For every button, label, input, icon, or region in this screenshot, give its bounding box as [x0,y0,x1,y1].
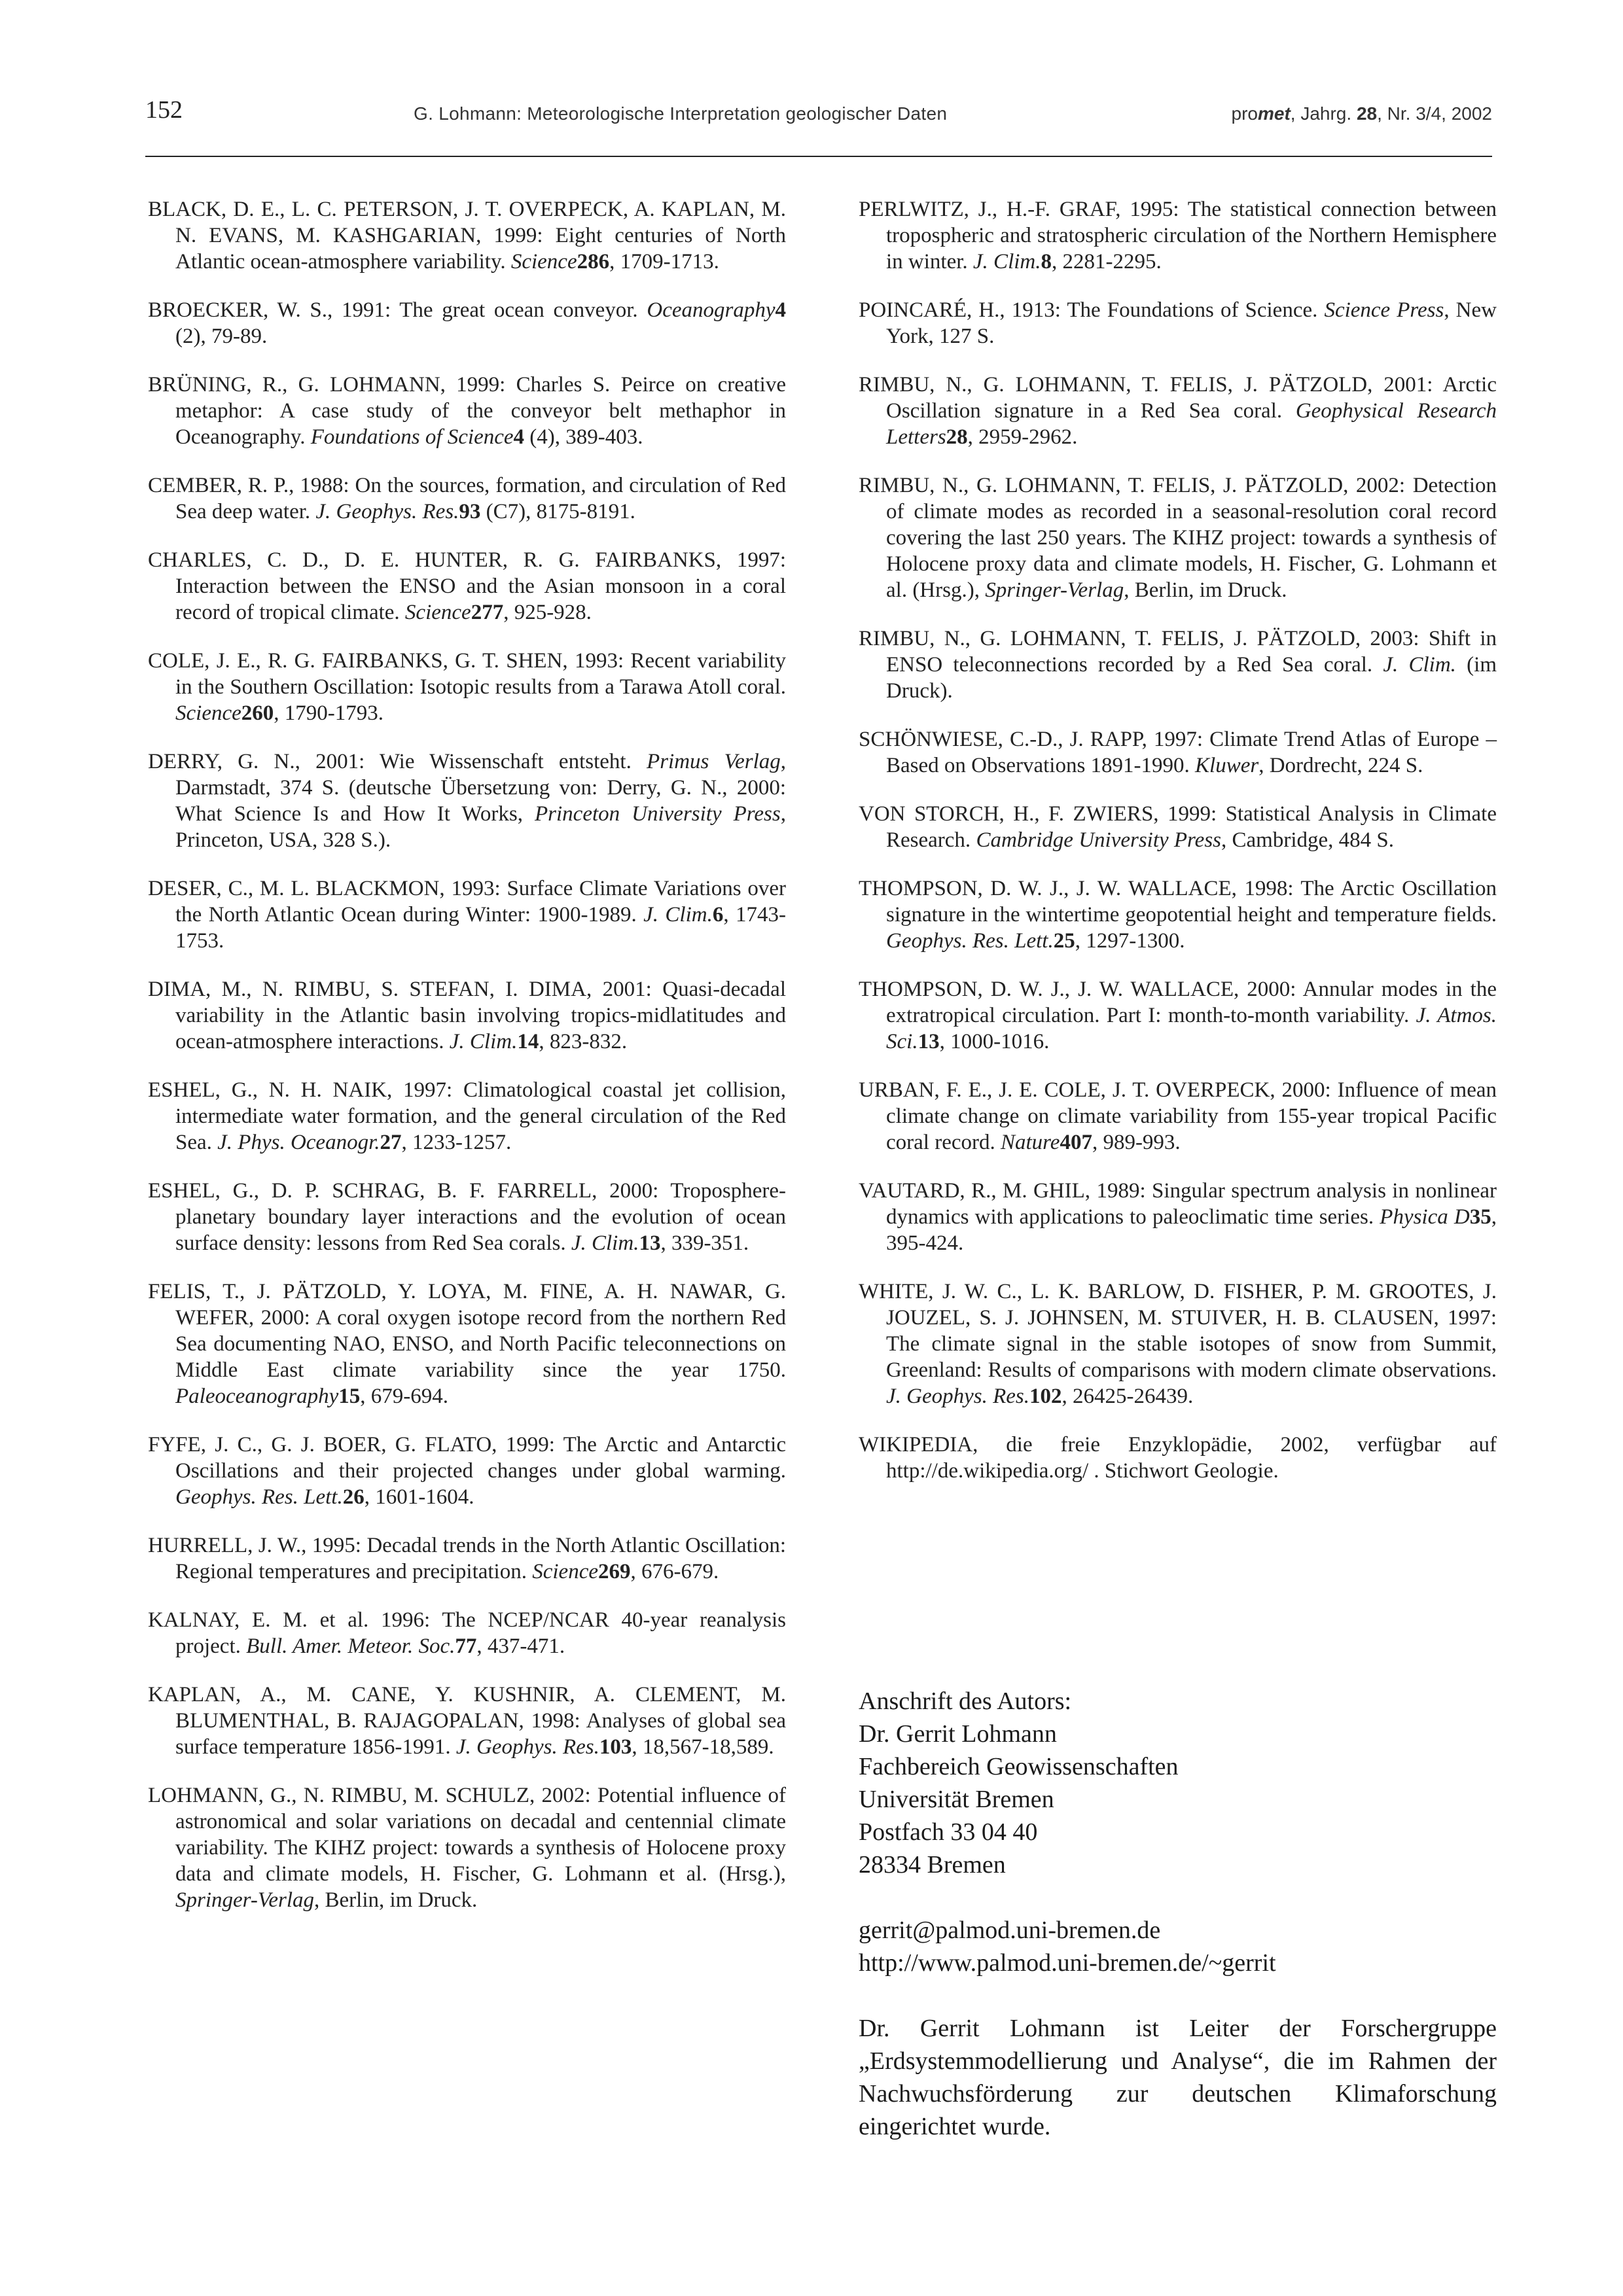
reference-journal: Geophysical Research Letters [886,399,1497,449]
reference-authors: PERLWITZ, J., H.-F. GRAF, 1995: The statistical connection between tropospheric and stratospheric circulation of the Northern Hemisphere in winter. [859,198,1497,274]
author-postbox: Postfach 33 04 40 [859,1818,1038,1846]
reference-journal: Nature [1000,1131,1060,1154]
reference-journal: J. Geophys. Res. [455,1735,599,1759]
reference-authors: FYFE, J. C., G. J. BOER, G. FLATO, 1999: The Arctic and Antarctic Oscillations and their projected changes under global warming. [148,1433,786,1483]
reference-volume: 4 [513,425,525,449]
reference-volume: 27 [380,1131,402,1154]
author-city: 28334 Bremen [859,1851,1006,1879]
reference-authors: BLACK, D. E., L. C. PETERSON, J. T. OVERPECK, A. KAPLAN, M. N. EVANS, M. KASHGARIAN, 1999: Eight centuries of North Atlantic ocean-atmosphere variability. [148,198,786,274]
reference-journal: J. Clim. [972,250,1041,274]
reference-volume: 93 [459,500,481,523]
reference-volume: 13 [639,1231,661,1255]
reference-journal: J. Clim. [571,1231,639,1255]
reference-authors: RIMBU, N., G. LOHMANN, T. FELIS, J. PÄTZOLD, 2002: Detection of climate modes as recorded in a seasonal-resolution coral record covering the last 250 years. The KIHZ project: towards a synthesis of Holocene proxy data and climate models, H. Fischer, G. Lohmann et al. (Hrsg.), [859,474,1497,602]
reference-volume: 407 [1060,1131,1092,1154]
journal-volume: 28 [1356,103,1378,124]
reference-entry [148,547,786,626]
reference-authors: COLE, J. E., R. G. FAIRBANKS, G. T. SHEN, 1993: Recent variability in the Southern Oscillation: Isotopic results from a Tarawa Atoll coral. [148,649,786,699]
reference-pages: , 2281-2295. [1051,250,1162,274]
reference-journal: J. Phys. Oceanogr. [217,1131,380,1154]
reference-volume: 15 [338,1385,361,1408]
reference-journal: Foundations of Science [310,425,514,449]
reference-authors: ESHEL, G., D. P. SCHRAG, B. F. FARRELL, 2000: Troposphere-planetary boundary layer interactions and the evolution of ocean surface density: lessons from Red Sea corals. [148,1179,786,1255]
reference-volume: 269 [598,1560,631,1583]
reference-entry [859,196,1497,275]
reference-authors: POINCARÉ, H., 1913: The Foundations of Science. [859,298,1325,322]
reference-authors: LOHMANN, G., N. RIMBU, M. SCHULZ, 2002: Potential influence of astronomical and solar variations on decadal and centennial climate variability. The KIHZ project: towards a synthesis of Holocene proxy data and climate models, H. Fischer, G. Lohmann et al. (Hrsg.), [148,1784,786,1886]
reference-entry [148,1782,786,1913]
reference-entry [148,1178,786,1256]
reference-authors: RIMBU, N., G. LOHMANN, T. FELIS, J. PÄTZOLD, 2003: Shift in ENSO teleconnections recorded by a Red Sea coral. [859,627,1497,677]
references-left-column [148,196,786,1935]
journal-issue: , Jahrg. [1290,103,1357,124]
reference-authors: WHITE, J. W. C., L. K. BARLOW, D. FISHER, P. M. GROOTES, J. JOUZEL, S. J. JOHNSEN, M. STUIVER, H. B. CLAUSEN, 1997: The climate signal in the stable isotopes of snow from Summit, Greenland: Results of comparisons with modern climate observations. [859,1280,1497,1382]
page-number: 152 [145,96,183,124]
reference-pages: , 989-993. [1092,1131,1181,1154]
author-university: Universität Bremen [859,1786,1054,1813]
reference-entry [148,1607,786,1659]
reference-entry [148,875,786,954]
reference-journal: J. Clim. [449,1030,518,1053]
reference-journal: Science [175,701,241,725]
references-right-column [859,196,1497,1506]
reference-entry [859,1279,1497,1409]
reference-authors: RIMBU, N., G. LOHMANN, T. FELIS, J. PÄTZOLD, 2001: Arctic Oscillation signature in a Red Sea coral. [859,373,1497,423]
reference-entry [148,1432,786,1510]
reference-pages: (im Druck). [886,653,1497,703]
reference-authors: BROECKER, W. S., 1991: The great ocean conveyor. [148,298,647,322]
reference-pages: , 1000-1016. [939,1030,1050,1053]
reference-volume: 102 [1029,1385,1062,1408]
reference-authors: BRÜNING, R., G. LOHMANN, 1999: Charles S. Peirce on creative metaphor: A case study of the conveyor belt methaphor in Oceanography. [148,373,786,449]
reference-entry [859,372,1497,450]
reference-entry [859,1432,1497,1484]
reference-authors: KALNAY, E. M. et al. 1996: The NCEP/NCAR 40-year reanalysis project. [148,1608,786,1658]
reference-volume: 6 [712,903,724,927]
reference-authors: WIKIPEDIA, die freie Enzyklopädie, 2002, verfügbar auf http://de.wikipedia.org/ . Stichwort Geologie. [859,1433,1497,1483]
reference-pages: , Darmstadt, 374 S. (deutsche Übersetzung von: Derry, G. N., 2000: What Science Is and How It Works, [175,750,787,826]
reference-pages: , Dordrecht, 224 S. [1258,754,1423,777]
reference-journal: Geophys. Res. Lett. [886,929,1054,953]
reference-entry [859,801,1497,853]
reference-journal: Science Press [1324,298,1444,322]
reference-journal: Science [532,1560,598,1583]
journal-brand-bold: met [1257,103,1291,124]
reference-authors: ESHEL, G., N. H. NAIK, 1997: Climatological coastal jet collision, intermediate water formation, and the general circulation of the Red Sea. [148,1078,786,1154]
reference-pages: , 339-351. [660,1231,749,1255]
reference-authors: HURRELL, J. W., 1995: Decadal trends in the North Atlantic Oscillation: Regional temperatures and precipitation. [148,1534,786,1583]
running-title: G. Lohmann: Meteorologische Interpretation geologischer Daten [414,103,948,124]
reference-entry [148,1077,786,1156]
reference-entry [859,626,1497,704]
reference-authors: SCHÖNWIESE, C.-D., J. RAPP, 1997: Climate Trend Atlas of Europe – Based on Observations 1891-1990. [859,728,1497,777]
reference-pages: , New York, 127 S. [886,298,1497,348]
reference-volume: 103 [599,1735,632,1759]
reference-entry [148,976,786,1055]
author-bio: Dr. Gerrit Lohmann ist Leiter der Forschergruppe „Erdsystemmodellierung und Analyse“, die im Rahmen der Nachwuchsförderung zur deutschen Klimaforschung eingerichtet wurde. [859,2015,1497,2140]
reference-authors: DESER, C., M. L. BLACKMON, 1993: Surface Climate Variations over the North Atlantic Ocean during Winter: 1900-1989. [148,877,786,927]
reference-pages: , 437-471. [476,1634,565,1658]
reference-volume: 8 [1041,250,1052,274]
reference-pages: , 676-679. [630,1560,719,1583]
reference-pages: , 1233-1257. [401,1131,512,1154]
reference-pages: , 26425-26439. [1061,1385,1194,1408]
reference-journal: Springer-Verlag [985,578,1124,602]
header-rule [145,156,1492,157]
reference-volume: 4 [775,298,786,322]
reference-journal: Kluwer [1195,754,1259,777]
reference-authors: VON STORCH, H., F. ZWIERS, 1999: Statistical Analysis in Climate Research. [859,802,1497,852]
reference-entry [859,1178,1497,1256]
author-department: Fachbereich Geowissenschaften [859,1753,1179,1780]
reference-authors: URBAN, F. E., J. E. COLE, J. T. OVERPECK, 2000: Influence of mean climate change on climate variability from 155-year tropical Pacific coral record. [859,1078,1497,1154]
reference-pages: (2), 79-89. [175,325,268,348]
reference-volume: 77 [455,1634,477,1658]
reference-journal: Oceanography [647,298,776,322]
reference-journal: Geophys. Res. Lett. [175,1485,343,1509]
reference-journal: J. Clim. [1383,653,1456,677]
reference-entry [148,372,786,450]
reference-pages: , 1790-1793. [274,701,384,725]
reference-journal: Springer-Verlag [175,1888,314,1912]
reference-entry [859,297,1497,349]
reference-entry [148,648,786,726]
reference-pages: , Berlin, im Druck. [1124,578,1287,602]
reference-journal: Science [404,601,471,624]
reference-journal: Primus Verlag [647,750,781,773]
reference-pages: , 679-694. [360,1385,449,1408]
reference-entry [859,472,1497,603]
reference-authors: CHARLES, C. D., D. E. HUNTER, R. G. FAIRBANKS, 1997: Interaction between the ENSO and the Asian monsoon in a coral record of tropical climate. [148,548,786,624]
reference-tail: , Princeton, USA, 328 S.). [175,802,786,852]
reference-journal: Bull. Amer. Meteor. Soc. [246,1634,455,1658]
reference-authors: VAUTARD, R., M. GHIL, 1989: Singular spectrum analysis in nonlinear dynamics with applications to paleoclimatic time series. [859,1179,1497,1229]
reference-volume: 28 [946,425,968,449]
reference-journal: Paleoceanography [175,1385,339,1408]
reference-pages: , 395-424. [886,1205,1497,1255]
reference-volume: 14 [517,1030,539,1053]
reference-pages: , Berlin, im Druck. [314,1888,478,1912]
reference-volume: 13 [918,1030,940,1053]
reference-entry [148,749,786,853]
reference-pages: , 925-928. [503,601,592,624]
reference-volume: 286 [577,250,610,274]
reference-authors: THOMPSON, D. W. J., J. W. WALLACE, 1998: The Arctic Oscillation signature in the wintertime geopotential height and temperature fields. [859,877,1497,927]
journal-rest: , Nr. 3/4, 2002 [1377,103,1492,124]
reference-entry [148,1532,786,1585]
address-heading: Anschrift des Autors: [859,1687,1072,1715]
author-email[interactable]: gerrit@palmod.uni-bremen.de [859,1916,1161,1944]
journal-brand-pre: pro [1231,103,1258,124]
reference-volume: 26 [342,1485,365,1509]
reference-entry [148,1682,786,1760]
reference-entry [148,196,786,275]
author-homepage[interactable]: http://www.palmod.uni-bremen.de/~gerrit [859,1949,1276,1977]
reference-journal: J. Geophys. Res. [315,500,459,523]
spacer [859,1881,1497,1914]
reference-entry [859,1077,1497,1156]
reference-journal: J. Atmos. Sci. [886,1004,1497,1053]
reference-authors: DERRY, G. N., 2001: Wie Wissenschaft entsteht. [148,750,647,773]
reference-journal: Cambridge University Press [976,828,1222,852]
reference-entry [148,472,786,525]
reference-volume: 35 [1469,1205,1491,1229]
reference-pages: , 1743-1753. [175,903,786,953]
reference-volume: 277 [471,601,504,624]
reference-volume: 25 [1053,929,1075,953]
reference-pages: , 1297-1300. [1075,929,1185,953]
reference-authors: KAPLAN, A., M. CANE, Y. KUSHNIR, A. CLEMENT, M. BLUMENTHAL, B. RAJAGOPALAN, 1998: Analyses of global sea surface temperature 1856-1991. [148,1683,786,1759]
reference-pages: , 2959-2962. [967,425,1078,449]
reference-authors: DIMA, M., N. RIMBU, S. STEFAN, I. DIMA, 2001: Quasi-decadal variability in the Atlantic basin involving tropics-midlatitudes and ocean-atmosphere interactions. [148,978,786,1053]
reference-authors: THOMPSON, D. W. J., J. W. WALLACE, 2000: Annular modes in the extratropical circulation. Part I: month-to-month variability. [859,978,1497,1027]
reference-pages: , 18,567-18,589. [632,1735,774,1759]
reference-pages: (C7), 8175-8191. [480,500,635,523]
reference-entry [148,1279,786,1409]
reference-authors: FELIS, T., J. PÄTZOLD, Y. LOYA, M. FINE, A. H. NAWAR, G. WEFER, 2000: A coral oxygen isotope record from the northern Red Sea documenting NAO, ENSO, and North Pacific teleconnections on Middle East climate variability since the year 1750. [148,1280,786,1382]
reference-entry [859,726,1497,779]
reference-volume: 260 [241,701,274,725]
reference-journal: J. Clim. [643,903,713,927]
reference-entry [859,976,1497,1055]
reference-pages: , 1709-1713. [609,250,719,274]
spacer [859,1979,1497,2012]
reference-pages: , Cambridge, 484 S. [1221,828,1394,852]
reference-pages: , 823-832. [539,1030,628,1053]
reference-journal: Science [510,250,577,274]
reference-pages: , 1601-1604. [364,1485,474,1509]
author-name: Dr. Gerrit Lohmann [859,1720,1057,1748]
reference-entry [148,297,786,349]
journal-reference [1232,103,1492,124]
reference-journal: Physica D [1380,1205,1470,1229]
reference-entry [859,875,1497,954]
reference-pages: (4), 389-403. [524,425,643,449]
page-header [145,96,1492,137]
reference-authors: CEMBER, R. P., 1988: On the sources, formation, and circulation of Red Sea deep water. [148,474,786,523]
reference-journal-secondary: Princeton University Press [535,802,781,826]
reference-journal: J. Geophys. Res. [886,1385,1030,1408]
author-address-block [859,1685,1497,2143]
